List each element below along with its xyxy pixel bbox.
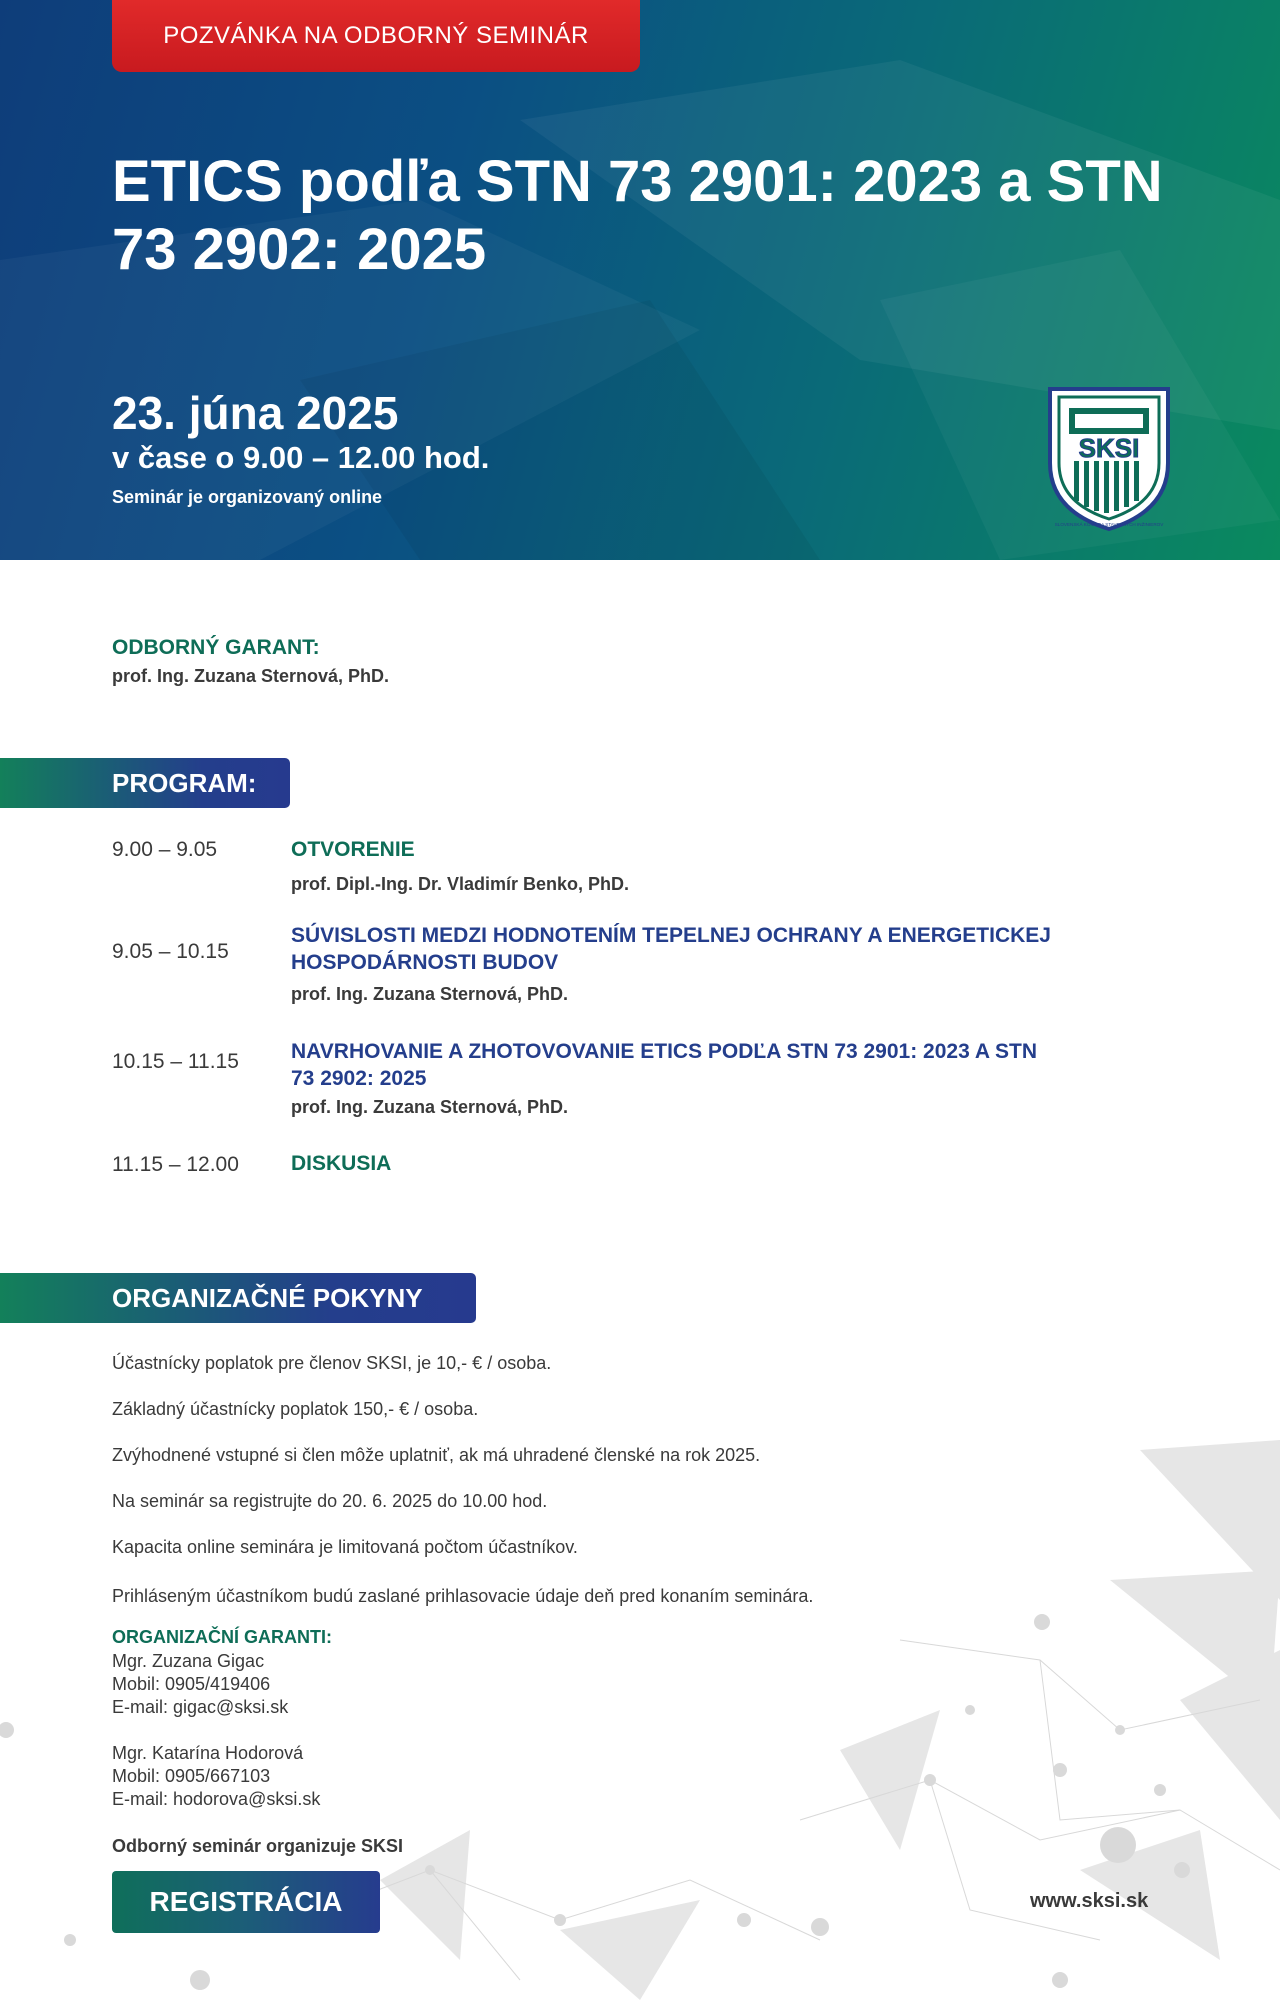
hero-banner <box>0 0 1280 560</box>
sksi-logo <box>1046 385 1172 533</box>
program-item-1-title: OTVORENIE <box>291 838 415 861</box>
program-item-3-time: 10.15 – 11.15 <box>112 1050 239 1073</box>
organization-line-4: Na seminár sa registrujte do 20. 6. 2025 do 10.00 hod. <box>112 1491 548 1511</box>
contact-2-name: Mgr. Katarína Hodorová <box>112 1743 304 1763</box>
svg-text:SLOVENSKÁ KOMORA STAVEBNÝCH IN: SLOVENSKÁ KOMORA STAVEBNÝCH INŽINIEROV <box>1054 522 1164 527</box>
organizer-note: Odborný seminár organizuje SKSI <box>112 1836 404 1856</box>
online-note: Seminár je organizovaný online <box>112 487 383 507</box>
registration-button[interactable]: REGISTRÁCIA <box>112 1871 380 1933</box>
organizational-guarantors-label: ORGANIZAČNÍ GARANTI: <box>112 1627 332 1647</box>
contact-2-phone: Mobil: 0905/667103 <box>112 1766 271 1786</box>
program-item-4-time: 11.15 – 12.00 <box>112 1153 239 1176</box>
organization-line-3: Zvýhodnené vstupné si člen môže uplatniť, ak má uhradené členské na rok 2025. <box>112 1445 761 1465</box>
program-heading: PROGRAM: <box>0 758 290 808</box>
seminar-time: v čase o 9.00 – 12.00 hod. <box>112 440 490 475</box>
seminar-date: 23. júna 2025 <box>112 387 399 439</box>
organization-line-1: Účastnícky poplatok pre členov SKSI, je 10,- € / osoba. <box>112 1353 552 1373</box>
organization-heading: ORGANIZAČNÉ POKYNY <box>0 1273 476 1323</box>
professional-guarantor-name: prof. Ing. Zuzana Sternová, PhD. <box>112 666 390 686</box>
organization-line-2: Základný účastnícky poplatok 150,- € / osoba. <box>112 1399 479 1419</box>
contact-2-email: E-mail: hodorova@sksi.sk <box>112 1789 321 1809</box>
program-item-2-speaker: prof. Ing. Zuzana Sternová, PhD. <box>291 984 569 1004</box>
organization-line-6: Prihláseným účastníkom budú zaslané prihlasovacie údaje deň pred konaním seminára. <box>112 1586 814 1606</box>
svg-text:SKSI: SKSI <box>1078 433 1140 463</box>
program-item-4-title: DISKUSIA <box>291 1152 392 1175</box>
program-item-1-time: 9.00 – 9.05 <box>112 838 218 861</box>
organization-line-5: Kapacita online seminára je limitovaná počtom účastníkov. <box>112 1537 578 1557</box>
program-item-2-time: 9.05 – 10.15 <box>112 940 229 963</box>
program-item-1-speaker: prof. Dipl.-Ing. Dr. Vladimír Benko, PhD. <box>291 874 630 894</box>
website-link[interactable]: www.sksi.sk <box>1030 1890 1149 1912</box>
contact-1-name: Mgr. Zuzana Gigac <box>112 1651 265 1671</box>
program-item-3-speaker: prof. Ing. Zuzana Sternová, PhD. <box>291 1097 569 1117</box>
invitation-tag: POZVÁNKA NA ODBORNÝ SEMINÁR <box>112 0 640 72</box>
program-item-3-title: NAVRHOVANIE A ZHOTOVOVANIE ETICS PODĽA STN 73 2901: 2023 A STN 73 2902: 2025 <box>291 1040 1038 1090</box>
contact-1-phone: Mobil: 0905/419406 <box>112 1674 271 1694</box>
program-item-2-title: SÚVISLOSTI MEDZI HODNOTENÍM TEPELNEJ OCHRANY A ENERGETICKEJ HOSPODÁRNOSTI BUDOV <box>291 924 1051 974</box>
professional-guarantor-label: ODBORNÝ GARANT: <box>112 636 320 659</box>
seminar-title: ETICS podľa STN 73 2901: 2023 a STN 73 2902: 2025 <box>112 149 1163 282</box>
contact-1-email: E-mail: gigac@sksi.sk <box>112 1697 289 1717</box>
